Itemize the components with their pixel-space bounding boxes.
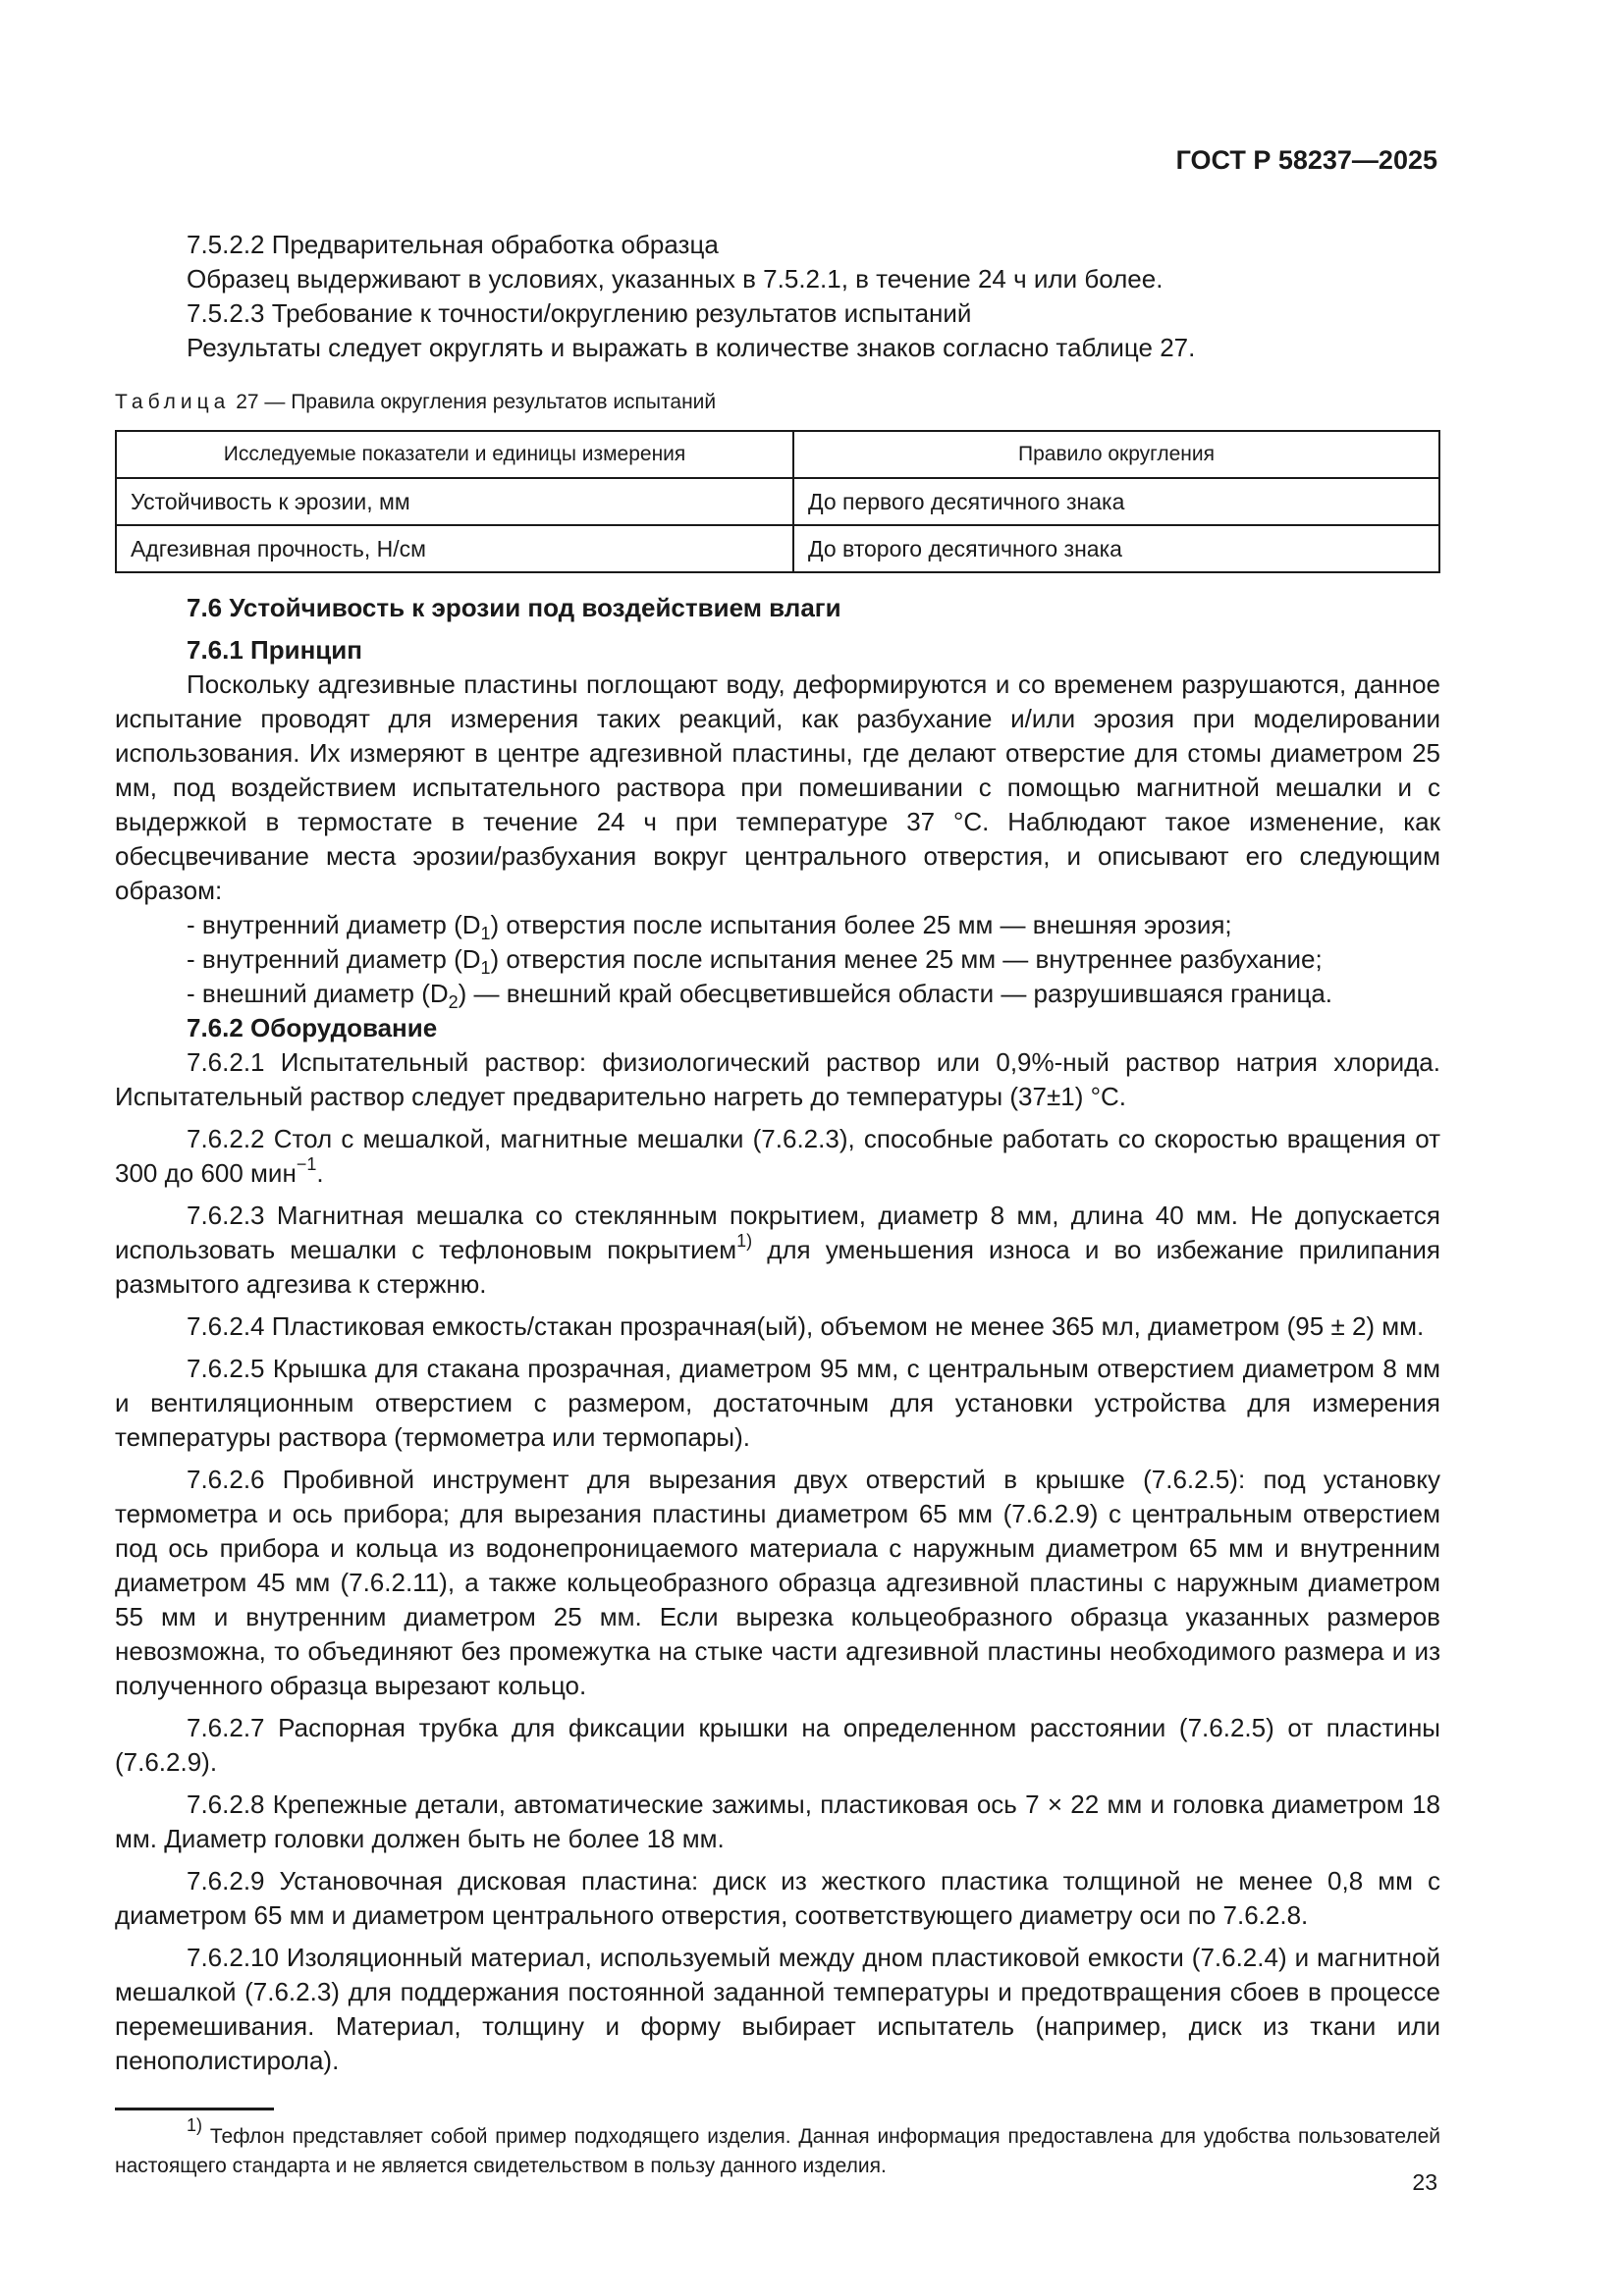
table-cell: Устойчивость к эрозии, мм <box>116 478 793 525</box>
table-row <box>116 525 1439 572</box>
table-row <box>116 478 1439 525</box>
table-caption <box>115 389 1440 416</box>
clause-7-5-2-3-text: Результаты следует округлять и выражать в количестве знаков согласно таблице 27. <box>187 333 1196 362</box>
clause-7-6-2-5: 7.6.2.5 Крышка для стакана прозрачная, диаметром 95 мм, с центральным отверстием диаметром 8 мм и вентиляционным отверстием с размером, достаточным для установки устройства для измерения температуры раствора (термометра или термопары). <box>115 1354 1440 1452</box>
clause-7-5-2-3: 7.5.2.3 Требование к точности/округлению результатов испытаний <box>187 298 972 328</box>
clause-7-5-2-2-text: Образец выдерживают в условиях, указанных в 7.5.2.1, в течение 24 ч или более. <box>187 264 1164 294</box>
clause-7-6-2-10: 7.6.2.10 Изоляционный материал, используемый между дном пластиковой емкости (7.6.2.4) и магнитной мешалкой (7.6.2.3) для поддержания постоянной заданной температуры и предотвращения сбоев в процессе перемешивания. Материал, толщину и форму выбирает испытатель (например, диск из ткани или пенополистирола). <box>115 1943 1440 2075</box>
subsection-principle-title: 7.6.1 Принцип <box>187 635 362 665</box>
table-caption-word: Таблица <box>115 391 231 413</box>
clause-7-6-2-2: 7.6.2.2 Стол с мешалкой, магнитные мешалки (7.6.2.3), способные работать со скоростью вращения от 300 до 600 мин$^{-1}$. <box>115 1124 1440 1188</box>
table-header-row <box>116 431 1439 478</box>
footnote: $^{1)}$ Тефлон представляет собой пример подходящего изделия. Данная информация предоставлена для удобства пользователей настоящего стандарта и не является свидетельством в пользу данного изделия. <box>115 2115 1440 2177</box>
clause-7-6-2-3: 7.6.2.3 Магнитная мешалка со стеклянным покрытием, диаметр 8 мм, длина 40 мм. Не допускается использовать мешалки с тефлоновым покрытием$^{1)}$ для уменьшения износа и во избежание прилипания размытого адгезива к стержню. <box>115 1201 1440 1299</box>
list-item: - внутренний диаметр $(D_1)$ отверстия после испытания более 25 мм — внешняя эрозия; <box>187 910 1232 943</box>
table-header-indicator: Исследуемые показатели и единицы измерения <box>116 431 793 478</box>
footnote-reference: 1) <box>736 1231 753 1251</box>
principle-text: Поскольку адгезивные пластины поглощают воду, деформируются и со временем разрушаются, данное испытание проводят для измерения таких реакций, как разбухание и/или эрозия при моделировании использования. Их измеряют в центре адгезивной пластины, где делают отверстие для стомы диаметром 25 мм, под воздействием испытательного раствора при помешивании с помощью магнитной мешалки и с выдержкой в термостате в течение 24 ч при температуре 37 °C. Наблюдают такое изменение, как обесцвечивание места эрозии/разбухания вокруг центрального отверстия, и описывают его следующим образом: <box>115 669 1440 905</box>
section-title: 7.6 Устойчивость к эрозии под воздействием влаги <box>187 593 841 622</box>
subsection-equipment-title: 7.6.2 Оборудование <box>187 1013 438 1042</box>
page-number: 23 <box>1412 2169 1437 2195</box>
table-cell: Адгезивная прочность, Н/см <box>116 525 793 572</box>
clause-7-5-2-2: 7.5.2.2 Предварительная обработка образца <box>187 230 719 259</box>
page-content <box>115 228 1440 2181</box>
clause-7-6-2-1: 7.6.2.1 Испытательный раствор: физиологический раствор или 0,9%-ный раствор натрия хлорида. Испытательный раствор следует предварительно нагреть до температуры (37±1) °C. <box>115 1047 1440 1111</box>
clause-7-6-2-7: 7.6.2.7 Распорная трубка для фиксации крышки на определенном расстоянии (7.6.2.5) от пластины (7.6.2.9). <box>115 1713 1440 1777</box>
clause-7-6-2-8: 7.6.2.8 Крепежные детали, автоматические зажимы, пластиковая ось 7 × 22 мм и головка диаметром 18 мм. Диаметр головки должен быть не более 18 мм. <box>115 1789 1440 1853</box>
clause-7-6-2-4: 7.6.2.4 Пластиковая емкость/стакан прозрачная(ый), объемом не менее 365 мл, диаметром (95 ± 2) мм. <box>187 1311 1425 1341</box>
table-header-rule: Правило округления <box>793 431 1439 478</box>
table-cell: До первого десятичного знака <box>793 478 1439 525</box>
footnote-divider <box>115 2108 274 2110</box>
footnote-mark: 1) <box>187 2115 203 2135</box>
table-cell: До второго десятичного знака <box>793 525 1439 572</box>
standard-code: ГОСТ Р 58237—2025 <box>1175 145 1437 175</box>
table-caption-text: 27 — Правила округления результатов испытаний <box>236 391 717 413</box>
rounding-rules-table <box>115 430 1440 573</box>
list-item: - внешний диаметр $(D_2)$ — внешний край обесцветившейся области — разрушившаяся граница. <box>187 979 1333 1012</box>
list-item: - внутренний диаметр $(D_1)$ отверстия после испытания менее 25 мм — внутреннее разбухание; <box>187 944 1323 978</box>
clause-7-6-2-9: 7.6.2.9 Установочная дисковая пластина: диск из жесткого пластика толщиной не менее 0,8 мм с диаметром 65 мм и диаметром центрального отверстия, соответствующего диаметру оси по 7.6.2.8. <box>115 1866 1440 1930</box>
clause-7-6-2-6: 7.6.2.6 Пробивной инструмент для вырезания двух отверстий в крышке (7.6.2.5): под установку термометра и ось прибора; для вырезания пластины диаметром 65 мм (7.6.2.9) с центральным отверстием под ось прибора и кольца из водонепроницаемого материала с наружным диаметром 65 мм и внутренним диаметром 45 мм (7.6.2.11), а также кольцеобразного образца адгезивной пластины с наружным диаметром 55 мм и внутренним диаметром 25 мм. Если вырезка кольцеобразного образца указанных размеров невозможна, то объединяют без промежутка на стыке части адгезивной пластины необходимого размера и из полученного образца вырезают кольцо. <box>115 1465 1440 1700</box>
